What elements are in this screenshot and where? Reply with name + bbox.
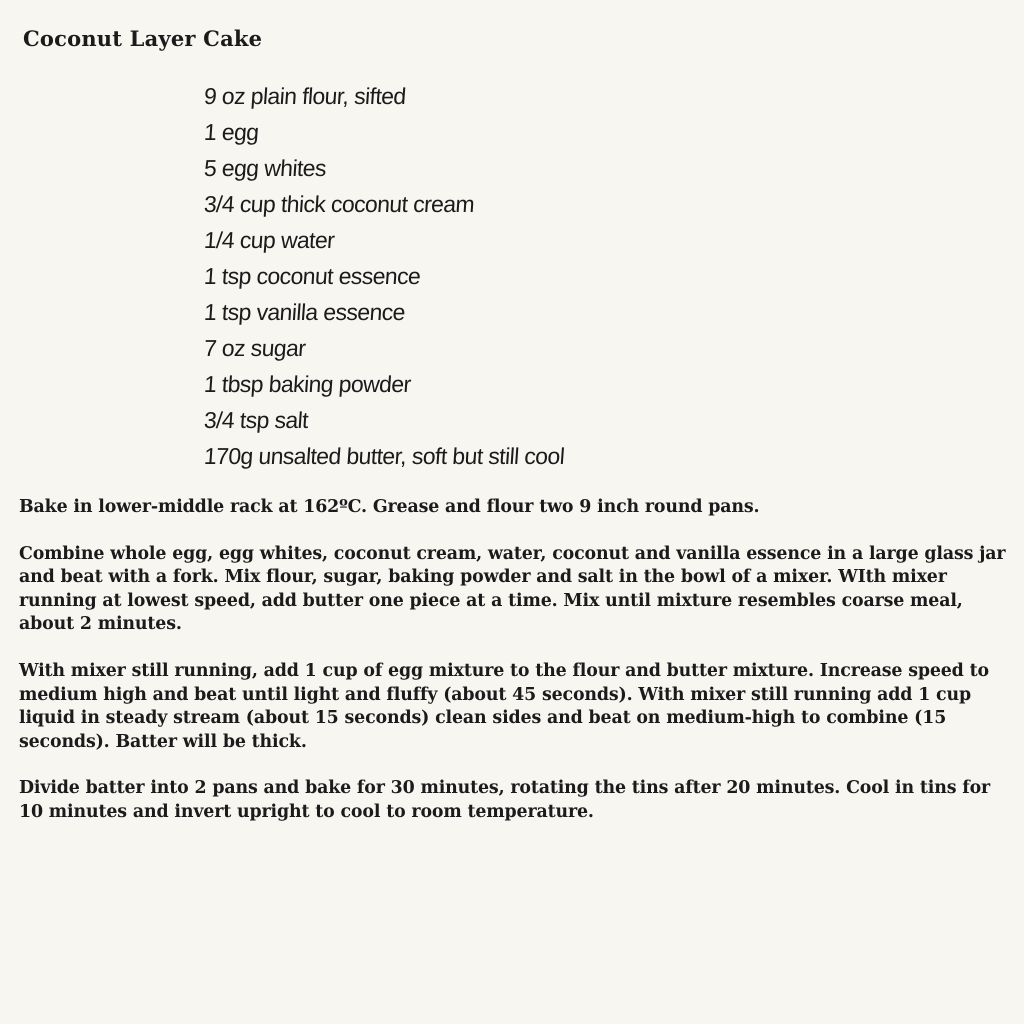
ingredient-list [204,78,564,474]
instruction-paragraph: Combine whole egg, egg whites, coconut cream, water, coconut and vanilla essence in a large glass jar and beat with a fork. Mix flour, sugar, baking powder and salt in the bowl of a mixer. WIth mixer running at lowest speed, add butter one piece at a time. Mix until mixture resembles coarse meal, about 2 minutes. [19,543,1006,635]
instruction-paragraph: Divide batter into 2 pans and bake for 30 minutes, rotating the tins after 20 minutes. Cool in tins for 10 minutes and invert upright to cool to room temperature. [19,778,991,822]
ingredient-item: 1/4 cup water [203,227,336,253]
ingredient-item: 1 tsp vanilla essence [203,299,406,325]
ingredient-item: 3/4 cup thick coconut cream [203,191,476,217]
ingredient-item: 3/4 tsp salt [203,407,309,433]
instructions [19,496,1009,848]
instruction-paragraph: With mixer still running, add 1 cup of egg mixture to the flour and butter mixture. Increase speed to medium high and beat until light and fluffy (about 45 seconds). With mixer still running add 1 cup liquid in steady stream (about 15 seconds) clean sides and beat on medium-high to combine (15 seconds). Batter will be thick. [19,660,989,752]
ingredient-item: 170g unsalted butter, soft but still cool [203,443,566,469]
ingredient-item: 9 oz plain flour, sifted [203,83,407,109]
recipe-title: Coconut Layer Cake [23,26,263,51]
ingredient-item: 1 tsp coconut essence [203,263,422,289]
ingredient-item: 1 egg [203,119,260,145]
instruction-paragraph: Bake in lower-middle rack at 162ºC. Grease and flour two 9 inch round pans. [19,497,760,517]
ingredient-item: 5 egg whites [203,155,327,181]
ingredient-item: 7 oz sugar [203,335,307,361]
ingredient-item: 1 tbsp baking powder [203,371,412,397]
